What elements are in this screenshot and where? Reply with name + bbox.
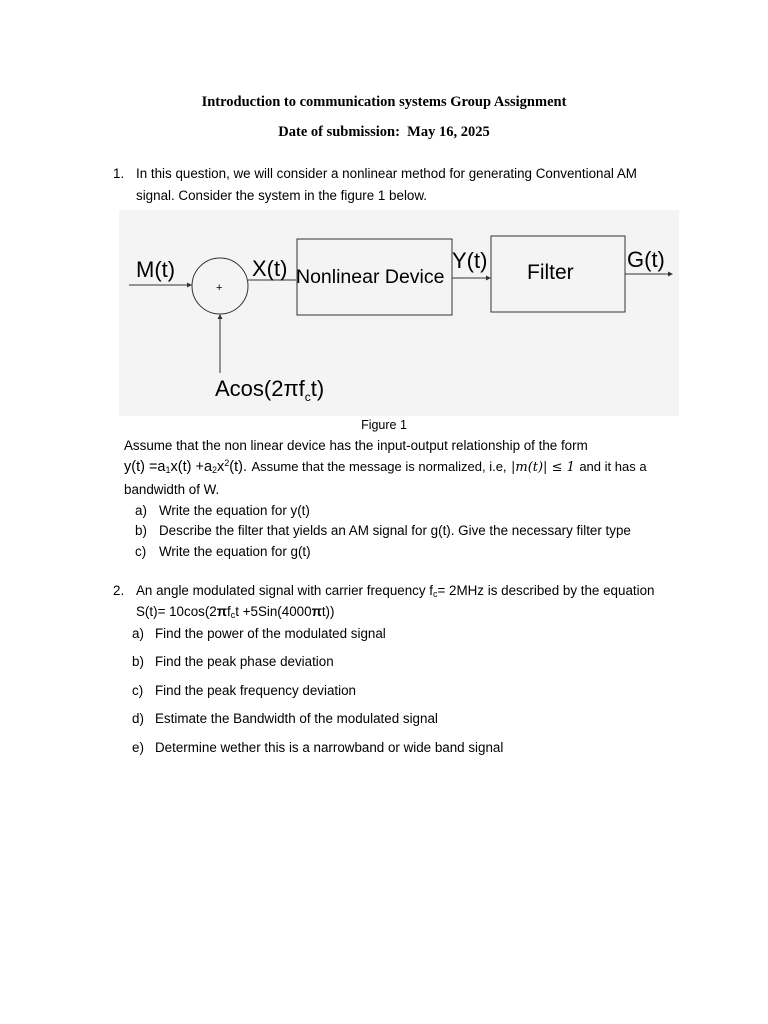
q1-assume-line2 [124,458,647,476]
eq-y-part-a: y(t) =a [124,459,166,475]
q1-assume-line1: Assume that the non linear device has the input-output relationship of the form [124,438,588,453]
q1-normalized-tail: and it has a [579,459,647,474]
q2-item-c-text: Find the peak frequency deviation [155,683,356,698]
date-value: May 16, 2025 [407,124,490,140]
q2-line1 [136,583,654,599]
q2-eq-a: S(t)= 10cos(2 [136,604,217,619]
submission-date [0,124,768,141]
block-diagram-svg [119,210,679,416]
q2-item-d-text: Estimate the Bandwidth of the modulated signal [155,711,438,726]
q1-item-c-letter: c) [135,544,147,559]
eq-a1-sub: 1 [165,465,171,475]
q1-item-c-text: Write the equation for g(t) [159,544,311,559]
q2-equation [136,604,334,620]
q1-item-b-letter: b) [135,523,147,538]
q2-item-a-text: Find the power of the modulated signal [155,626,386,641]
document-title: Introduction to communication systems Group Assignment [201,94,567,110]
eq-x-sup: 2 [224,458,230,468]
q1-item-a-letter: a) [135,503,147,518]
q2-item-d-letter: d) [132,711,144,726]
q1-line2: signal. Consider the system in the figure 1 below. [136,188,428,203]
figure-1-block-diagram [119,210,679,416]
q2-line1-b: = 2MHz is described by the equation [437,583,655,598]
q1-bandwidth-line: bandwidth of W. [124,482,220,497]
q2-eq-c: t +5Sin(4000 [235,604,312,619]
norm-expression: |m(t)| ≤ 1 [510,460,575,475]
eq-y-part-d: (t). [229,459,248,475]
label-g: G(t) [627,247,665,272]
summer-plus: + [216,282,223,294]
q1-line1: In this question, we will consider a nonlinear method for generating Conventional AM [136,166,637,181]
q1-normalized-text: Assume that the message is normalized, i.e, [251,459,507,474]
q2-eq-pi1: π [216,604,228,619]
q1-item-a-text: Write the equation for y(t) [159,503,310,518]
carrier-sub: c [304,390,311,404]
q1-item-b-text: Describe the filter that yields an AM signal for g(t). Give the necessary filter type [159,523,631,538]
q2-item-b-text: Find the peak phase deviation [155,654,334,669]
q2-line1-a: An angle modulated signal with carrier frequency f [136,583,433,598]
q2-item-c-letter: c) [132,683,144,698]
filter-label: Filter [527,261,574,284]
q2-number: 2. [113,583,125,598]
carrier-end: t) [310,376,325,401]
q2-item-a-letter: a) [132,626,144,641]
q2-item-e-letter: e) [132,740,144,755]
label-m: M(t) [136,257,176,282]
q2-eq-b: f [227,604,231,619]
q2-item-e-text: Determine wether this is a narrowband or wide band signal [155,740,504,755]
q2-eq-pi2: π [311,604,322,619]
q2-item-b-letter: b) [132,654,144,669]
q2-fc-sub: c [433,589,438,599]
label-x: X(t) [252,256,288,281]
figure-caption: Figure 1 [361,418,407,432]
nonlinear-device-label: Nonlinear Device [296,266,445,288]
q2-eq-d: t)) [321,604,335,619]
carrier-label [215,376,324,404]
q2-eq-fc-sub: c [230,610,236,620]
eq-y-part-c: x [217,459,225,475]
eq-y-part-b: x(t) +a [170,459,213,475]
q1-number: 1. [113,166,125,181]
date-label: Date of submission: [278,124,400,140]
carrier-main: Acos(2πf [215,376,305,401]
label-y: Y(t) [452,248,488,273]
eq-a2-sub: 2 [212,465,218,475]
